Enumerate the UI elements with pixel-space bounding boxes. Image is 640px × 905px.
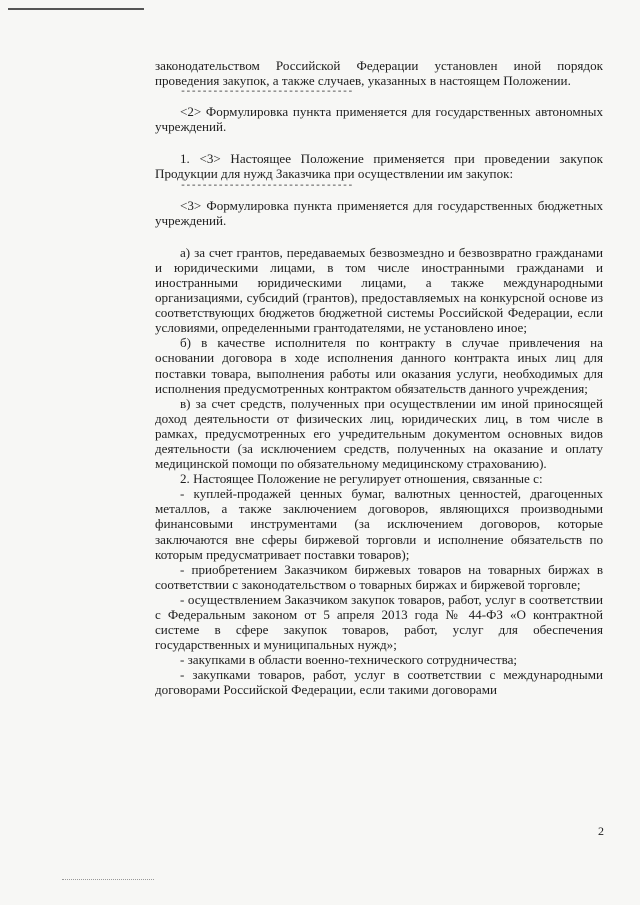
page-number: 2 [598,824,604,838]
list-item-securities: - куплей-продажей ценных бумаг, валютных ценностей, драгоценных металлов, а также заключением договоров, являющихся производными финансовыми инструментами (за исключением договоров, которые заключаются вне сферы биржевой торговли и исполнение обязательств по которым предусматривает поставки товаров); [155,486,603,562]
document-page [155,58,603,698]
scan-artifact-mark [62,879,154,881]
footnote-separator: -------------------------------- [180,87,353,99]
paragraph-subitem-a: а) за счет грантов, передаваемых безвозмездно и безвозвратно гражданами и юридическими лицами, в том числе иностранными гражданами и иностранными юридическими лицами, а также международными организациями, субсидий (грантов), предоставляемых на конкурсной основе из соответствующих бюджетов бюджетной системы Российской Федерации, если условиями, определенными грантодателями, не установлено иное; [155,244,603,336]
list-item-exchange-goods: - приобретением Заказчиком биржевых товаров на товарных биржах в соответствии с законодательством о товарных биржах и биржевой торговле; [155,561,603,592]
paragraph-subitem-v: в) за счет средств, полученных при осуществлении им иной приносящей доход деятельности от физических лиц, юридических лиц, в том числе в рамках, предусмотренных его учредительным документом основных видов деятельности (за исключением средств, полученных на оказание и оплату медицинской помощи по обязательному медицинскому страхованию). [155,395,603,472]
list-item-military: - закупками в области военно-технического сотрудничества; [180,652,518,668]
paragraph-subitem-b: б) в качестве исполнителя по контракту в случае привлечения на основании договора в ходе исполнения данного контракта иных лиц для поставки товара, выполнения работы или оказания услуги, необходимых для исполнения предусмотренных контрактом обязательств данного учреждения; [155,335,603,396]
footnote-separator: -------------------------------- [180,180,353,192]
list-item-international: - закупками товаров, работ, услуг в соответствии с международными договорами Российской Федерации, если такими договорами [155,667,603,698]
list-item-44fz: - осуществлением Заказчиком закупок товаров, работ, услуг в соответствии с Федеральным законом от 5 апреля 2013 года № 44-ФЗ «О контрактной системе в сфере закупок товаров, работ, услуг для обеспечения государственных и муниципальных нужд»; [155,591,603,653]
footnote-3: <3> Формулировка пункта применяется для государственных бюджетных учреждений. [155,197,603,228]
scan-artifact-line [8,8,144,10]
footnote-2: <2> Формулировка пункта применяется для государственных автономных учреждений. [155,104,603,135]
paragraph-item-1: 1. <3> Настоящее Положение применяется при проведении закупок Продукции для нужд Заказчика при осуществлении им закупок: [155,151,603,182]
paragraph-item-2: 2. Настоящее Положение не регулирует отношения, связанные с: [180,471,543,487]
paragraph-intro: законодательством Российской Федерации установлен иной порядок проведения закупок, а также случаев, указанных в настоящем Положении. [155,58,603,89]
